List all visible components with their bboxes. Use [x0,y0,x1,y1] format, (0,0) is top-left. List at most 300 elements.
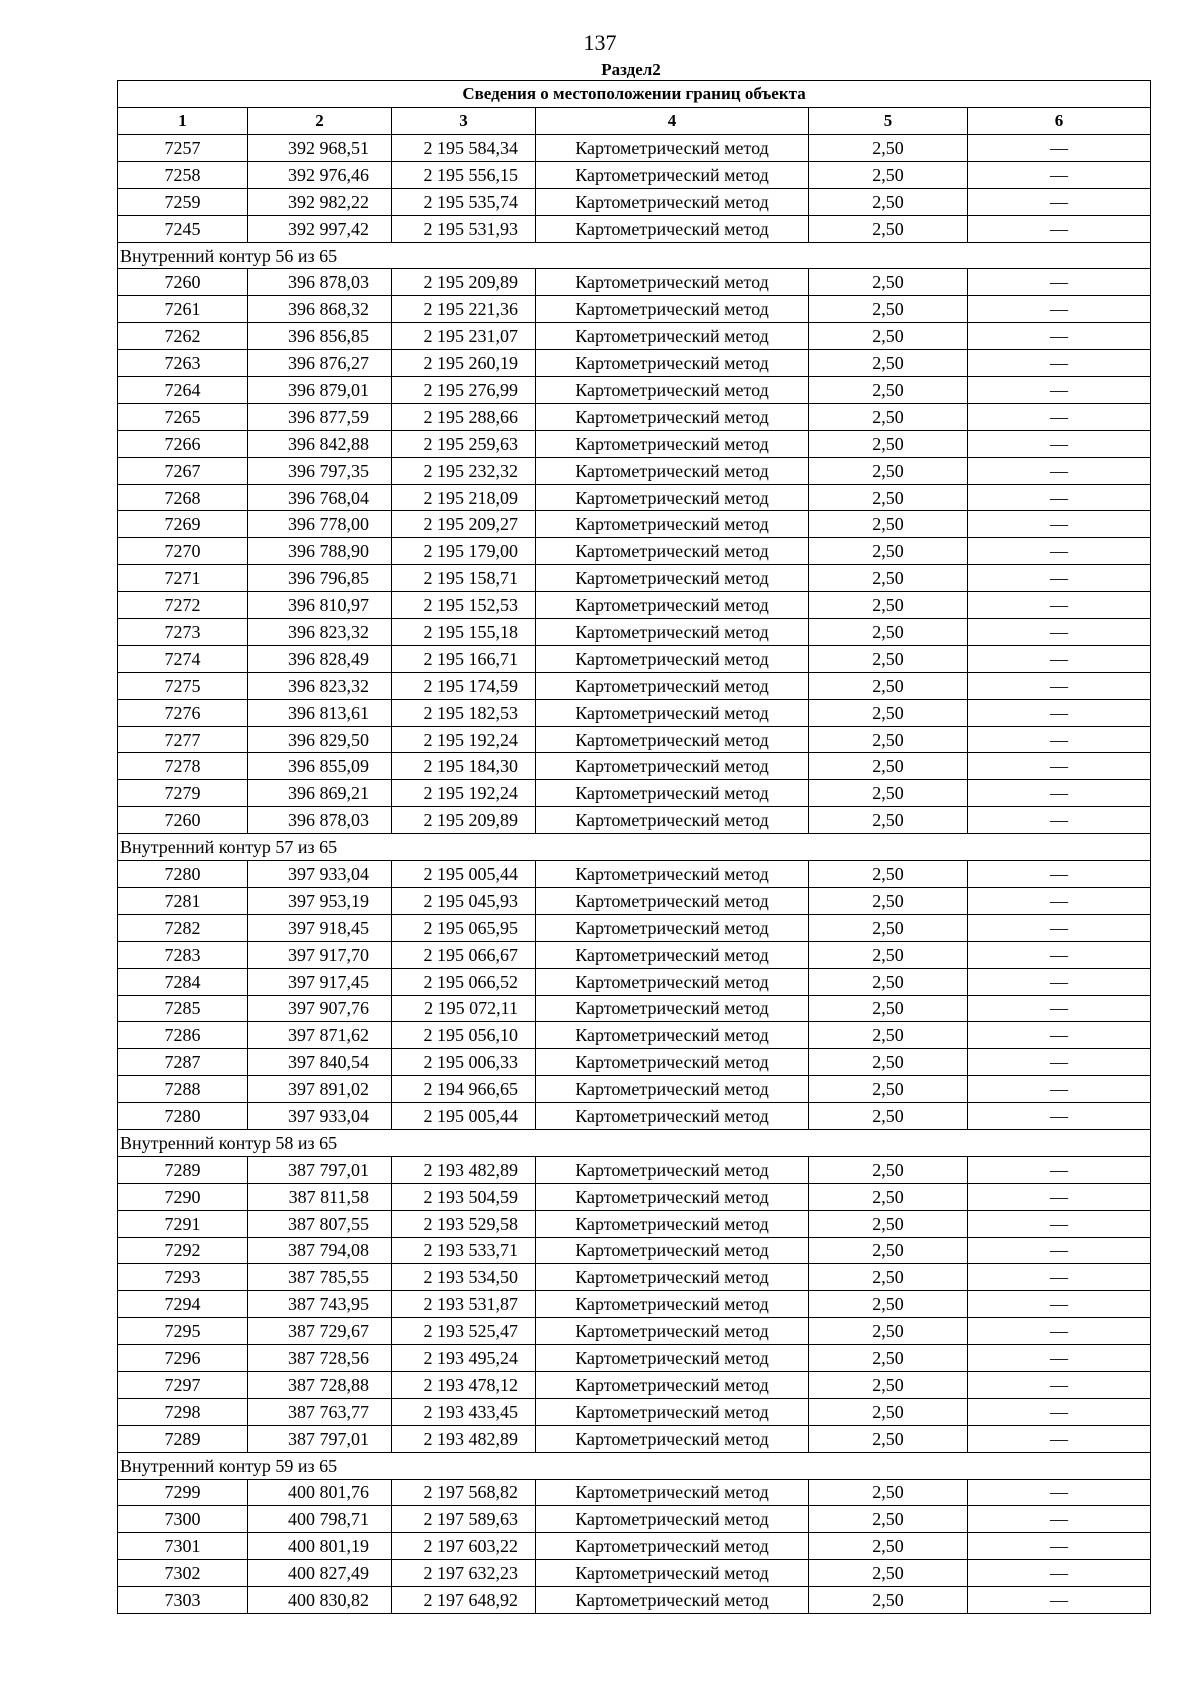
description-cell: — [968,1156,1151,1183]
description-cell: — [968,350,1151,377]
table-row [118,1022,1151,1049]
table-row [118,1049,1151,1076]
description-cell: — [968,1076,1151,1103]
point-number-cell: 7259 [118,188,248,215]
description-cell: — [968,645,1151,672]
x-coordinate-cell: 396 788,90 [248,538,392,565]
description-cell: — [968,323,1151,350]
description-cell: — [968,215,1151,242]
method-cell: Картометрический метод [536,1210,809,1237]
x-coordinate-cell: 397 871,62 [248,1022,392,1049]
table-row [118,430,1151,457]
point-number-cell: 7284 [118,968,248,995]
y-coordinate-cell: 2 195 045,93 [392,887,536,914]
precision-cell: 2,50 [809,511,968,538]
precision-cell: 2,50 [809,1371,968,1398]
x-coordinate-cell: 396 797,35 [248,457,392,484]
point-number-cell: 7257 [118,135,248,162]
method-cell: Картометрический метод [536,323,809,350]
contour-header-row [118,1452,1151,1479]
x-coordinate-cell: 396 869,21 [248,780,392,807]
x-coordinate-cell: 396 768,04 [248,484,392,511]
precision-cell: 2,50 [809,1210,968,1237]
method-cell: Картометрический метод [536,1533,809,1560]
precision-cell: 2,50 [809,430,968,457]
point-number-cell: 7272 [118,592,248,619]
method-cell: Картометрический метод [536,1318,809,1345]
y-coordinate-cell: 2 195 006,33 [392,1049,536,1076]
description-cell: — [968,1533,1151,1560]
point-number-cell: 7291 [118,1210,248,1237]
contour-header-row [118,834,1151,861]
method-cell: Картометрический метод [536,1398,809,1425]
description-cell: — [968,1264,1151,1291]
precision-cell: 2,50 [809,1022,968,1049]
point-number-cell: 7265 [118,403,248,430]
point-number-cell: 7280 [118,861,248,888]
method-cell: Картометрический метод [536,699,809,726]
table-row [118,377,1151,404]
description-cell: — [968,1371,1151,1398]
point-number-cell: 7293 [118,1264,248,1291]
table-row [118,619,1151,646]
point-number-cell: 7289 [118,1425,248,1452]
y-coordinate-cell: 2 195 072,11 [392,995,536,1022]
x-coordinate-cell: 400 798,71 [248,1506,392,1533]
y-coordinate-cell: 2 195 209,89 [392,269,536,296]
description-cell: — [968,592,1151,619]
table-row [118,1156,1151,1183]
point-number-cell: 7273 [118,619,248,646]
precision-cell: 2,50 [809,1156,968,1183]
method-cell: Картометрический метод [536,1479,809,1506]
y-coordinate-cell: 2 197 603,22 [392,1533,536,1560]
table-row [118,1210,1151,1237]
table-row [118,941,1151,968]
precision-cell: 2,50 [809,269,968,296]
y-coordinate-cell: 2 195 066,67 [392,941,536,968]
precision-cell: 2,50 [809,672,968,699]
x-coordinate-cell: 387 728,88 [248,1371,392,1398]
description-cell: — [968,269,1151,296]
description-cell: — [968,565,1151,592]
y-coordinate-cell: 2 195 174,59 [392,672,536,699]
method-cell: Картометрический метод [536,807,809,834]
table-row [118,1425,1151,1452]
method-cell: Картометрический метод [536,645,809,672]
point-number-cell: 7270 [118,538,248,565]
y-coordinate-cell: 2 193 433,45 [392,1398,536,1425]
table-row [118,323,1151,350]
table-row [118,861,1151,888]
precision-cell: 2,50 [809,1264,968,1291]
x-coordinate-cell: 397 891,02 [248,1076,392,1103]
point-number-cell: 7294 [118,1291,248,1318]
precision-cell: 2,50 [809,699,968,726]
precision-cell: 2,50 [809,780,968,807]
y-coordinate-cell: 2 195 584,34 [392,135,536,162]
method-cell: Картометрический метод [536,1560,809,1587]
precision-cell: 2,50 [809,941,968,968]
point-number-cell: 7288 [118,1076,248,1103]
point-number-cell: 7292 [118,1237,248,1264]
precision-cell: 2,50 [809,753,968,780]
method-cell: Картометрический метод [536,135,809,162]
point-number-cell: 7271 [118,565,248,592]
boundary-table [117,80,1151,1614]
method-cell: Картометрический метод [536,457,809,484]
point-number-cell: 7275 [118,672,248,699]
precision-cell: 2,50 [809,377,968,404]
contour-label: Внутренний контур 59 из 65 [118,1452,1151,1479]
table-row [118,1103,1151,1130]
description-cell: — [968,1049,1151,1076]
description-cell: — [968,1479,1151,1506]
precision-cell: 2,50 [809,1398,968,1425]
point-number-cell: 7302 [118,1560,248,1587]
point-number-cell: 7281 [118,887,248,914]
x-coordinate-cell: 387 797,01 [248,1156,392,1183]
precision-cell: 2,50 [809,188,968,215]
x-coordinate-cell: 397 933,04 [248,861,392,888]
y-coordinate-cell: 2 195 182,53 [392,699,536,726]
method-cell: Картометрический метод [536,403,809,430]
method-cell: Картометрический метод [536,430,809,457]
point-number-cell: 7301 [118,1533,248,1560]
point-number-cell: 7287 [118,1049,248,1076]
x-coordinate-cell: 397 917,70 [248,941,392,968]
method-cell: Картометрический метод [536,780,809,807]
x-coordinate-cell: 392 982,22 [248,188,392,215]
method-cell: Картометрический метод [536,1049,809,1076]
point-number-cell: 7285 [118,995,248,1022]
precision-cell: 2,50 [809,1425,968,1452]
y-coordinate-cell: 2 195 005,44 [392,1103,536,1130]
table-row [118,565,1151,592]
description-cell: — [968,1425,1151,1452]
method-cell: Картометрический метод [536,914,809,941]
point-number-cell: 7300 [118,1506,248,1533]
point-number-cell: 7258 [118,161,248,188]
table-row [118,726,1151,753]
y-coordinate-cell: 2 193 529,58 [392,1210,536,1237]
x-coordinate-cell: 396 878,03 [248,807,392,834]
method-cell: Картометрический метод [536,619,809,646]
y-coordinate-cell: 2 195 556,15 [392,161,536,188]
description-cell: — [968,914,1151,941]
x-coordinate-cell: 387 797,01 [248,1425,392,1452]
table-row [118,296,1151,323]
method-cell: Картометрический метод [536,592,809,619]
description-cell: — [968,1210,1151,1237]
point-number-cell: 7282 [118,914,248,941]
method-cell: Картометрический метод [536,1291,809,1318]
point-number-cell: 7260 [118,807,248,834]
table-row [118,1291,1151,1318]
precision-cell: 2,50 [809,1237,968,1264]
y-coordinate-cell: 2 195 158,71 [392,565,536,592]
table-row [118,1318,1151,1345]
x-coordinate-cell: 396 876,27 [248,350,392,377]
point-number-cell: 7296 [118,1345,248,1372]
y-coordinate-cell: 2 195 232,32 [392,457,536,484]
precision-cell: 2,50 [809,1183,968,1210]
method-cell: Картометрический метод [536,1371,809,1398]
x-coordinate-cell: 396 877,59 [248,403,392,430]
description-cell: — [968,995,1151,1022]
method-cell: Картометрический метод [536,1425,809,1452]
table-row [118,188,1151,215]
precision-cell: 2,50 [809,403,968,430]
y-coordinate-cell: 2 197 589,63 [392,1506,536,1533]
point-number-cell: 7290 [118,1183,248,1210]
y-coordinate-cell: 2 195 179,00 [392,538,536,565]
table-row [118,161,1151,188]
precision-cell: 2,50 [809,995,968,1022]
method-cell: Картометрический метод [536,215,809,242]
point-number-cell: 7266 [118,430,248,457]
page-number: 137 [583,30,617,55]
method-cell: Картометрический метод [536,1022,809,1049]
precision-cell: 2,50 [809,1076,968,1103]
method-cell: Картометрический метод [536,350,809,377]
table-row [118,1076,1151,1103]
table-row [118,1587,1151,1614]
table-row [118,269,1151,296]
y-coordinate-cell: 2 195 192,24 [392,780,536,807]
description-cell: — [968,968,1151,995]
description-cell: — [968,161,1151,188]
precision-cell: 2,50 [809,645,968,672]
table-row [118,1264,1151,1291]
table-row [118,1371,1151,1398]
y-coordinate-cell: 2 197 648,92 [392,1587,536,1614]
x-coordinate-cell: 400 830,82 [248,1587,392,1614]
point-number-cell: 7268 [118,484,248,511]
table-row [118,1183,1151,1210]
y-coordinate-cell: 2 195 209,89 [392,807,536,834]
x-coordinate-cell: 397 953,19 [248,887,392,914]
method-cell: Картометрический метод [536,565,809,592]
table-row [118,887,1151,914]
description-cell: — [968,861,1151,888]
contour-label: Внутренний контур 58 из 65 [118,1129,1151,1156]
y-coordinate-cell: 2 195 231,07 [392,323,536,350]
x-coordinate-cell: 387 763,77 [248,1398,392,1425]
x-coordinate-cell: 400 801,19 [248,1533,392,1560]
x-coordinate-cell: 396 855,09 [248,753,392,780]
precision-cell: 2,50 [809,1318,968,1345]
method-cell: Картометрический метод [536,887,809,914]
point-number-cell: 7264 [118,377,248,404]
method-cell: Картометрический метод [536,1345,809,1372]
description-cell: — [968,1183,1151,1210]
precision-cell: 2,50 [809,1587,968,1614]
y-coordinate-cell: 2 195 260,19 [392,350,536,377]
table-row [118,1398,1151,1425]
precision-cell: 2,50 [809,1533,968,1560]
point-number-cell: 7277 [118,726,248,753]
description-cell: — [968,1103,1151,1130]
y-coordinate-cell: 2 195 192,24 [392,726,536,753]
table-row [118,592,1151,619]
y-coordinate-cell: 2 195 056,10 [392,1022,536,1049]
y-coordinate-cell: 2 195 218,09 [392,484,536,511]
contour-label: Внутренний контур 57 из 65 [118,834,1151,861]
y-coordinate-cell: 2 195 535,74 [392,188,536,215]
description-cell: — [968,511,1151,538]
description-cell: — [968,1022,1151,1049]
point-number-cell: 7276 [118,699,248,726]
description-cell: — [968,1560,1151,1587]
precision-cell: 2,50 [809,484,968,511]
x-coordinate-cell: 392 997,42 [248,215,392,242]
method-cell: Картометрический метод [536,377,809,404]
y-coordinate-cell: 2 195 152,53 [392,592,536,619]
method-cell: Картометрический метод [536,1183,809,1210]
x-coordinate-cell: 397 907,76 [248,995,392,1022]
method-cell: Картометрический метод [536,941,809,968]
method-cell: Картометрический метод [536,538,809,565]
method-cell: Картометрический метод [536,861,809,888]
precision-cell: 2,50 [809,1049,968,1076]
table-row [118,484,1151,511]
y-coordinate-cell: 2 193 525,47 [392,1318,536,1345]
y-coordinate-cell: 2 195 184,30 [392,753,536,780]
x-coordinate-cell: 397 933,04 [248,1103,392,1130]
section-title: Раздел2 [601,60,661,79]
precision-cell: 2,50 [809,592,968,619]
x-coordinate-cell: 396 823,32 [248,619,392,646]
y-coordinate-cell: 2 193 531,87 [392,1291,536,1318]
precision-cell: 2,50 [809,1103,968,1130]
y-coordinate-cell: 2 193 482,89 [392,1156,536,1183]
contour-label: Внутренний контур 56 из 65 [118,242,1151,269]
method-cell: Картометрический метод [536,672,809,699]
x-coordinate-cell: 397 918,45 [248,914,392,941]
point-number-cell: 7297 [118,1371,248,1398]
table-row [118,753,1151,780]
method-cell: Картометрический метод [536,1264,809,1291]
point-number-cell: 7283 [118,941,248,968]
table-title: Сведения о местоположении границ объекта [118,81,1151,108]
point-number-cell: 7303 [118,1587,248,1614]
table-title-row [118,81,1151,108]
description-cell: — [968,1398,1151,1425]
precision-cell: 2,50 [809,215,968,242]
y-coordinate-cell: 2 197 568,82 [392,1479,536,1506]
y-coordinate-cell: 2 193 534,50 [392,1264,536,1291]
method-cell: Картометрический метод [536,269,809,296]
table-row [118,215,1151,242]
precision-cell: 2,50 [809,350,968,377]
contour-header-row [118,242,1151,269]
precision-cell: 2,50 [809,538,968,565]
column-header: 2 [248,108,392,135]
precision-cell: 2,50 [809,619,968,646]
x-coordinate-cell: 396 879,01 [248,377,392,404]
x-coordinate-cell: 387 794,08 [248,1237,392,1264]
description-cell: — [968,457,1151,484]
precision-cell: 2,50 [809,296,968,323]
point-number-cell: 7299 [118,1479,248,1506]
table-row [118,914,1151,941]
method-cell: Картометрический метод [536,1237,809,1264]
precision-cell: 2,50 [809,726,968,753]
description-cell: — [968,619,1151,646]
x-coordinate-cell: 392 976,46 [248,161,392,188]
table-row [118,1345,1151,1372]
column-header: 1 [118,108,248,135]
y-coordinate-cell: 2 193 533,71 [392,1237,536,1264]
method-cell: Картометрический метод [536,484,809,511]
point-number-cell: 7245 [118,215,248,242]
x-coordinate-cell: 396 778,00 [248,511,392,538]
x-coordinate-cell: 396 828,49 [248,645,392,672]
description-cell: — [968,1318,1151,1345]
contour-header-row [118,1129,1151,1156]
table-row [118,1237,1151,1264]
column-header: 5 [809,108,968,135]
x-coordinate-cell: 400 827,49 [248,1560,392,1587]
description-cell: — [968,887,1151,914]
description-cell: — [968,1587,1151,1614]
x-coordinate-cell: 396 878,03 [248,269,392,296]
point-number-cell: 7260 [118,269,248,296]
x-coordinate-cell: 387 729,67 [248,1318,392,1345]
table-row [118,807,1151,834]
description-cell: — [968,941,1151,968]
description-cell: — [968,699,1151,726]
point-number-cell: 7278 [118,753,248,780]
x-coordinate-cell: 387 728,56 [248,1345,392,1372]
point-number-cell: 7280 [118,1103,248,1130]
description-cell: — [968,403,1151,430]
point-number-cell: 7286 [118,1022,248,1049]
precision-cell: 2,50 [809,887,968,914]
description-cell: — [968,377,1151,404]
y-coordinate-cell: 2 195 288,66 [392,403,536,430]
method-cell: Картометрический метод [536,968,809,995]
precision-cell: 2,50 [809,323,968,350]
precision-cell: 2,50 [809,135,968,162]
table-row [118,350,1151,377]
y-coordinate-cell: 2 195 209,27 [392,511,536,538]
table-row [118,1506,1151,1533]
y-coordinate-cell: 2 195 066,52 [392,968,536,995]
table-row [118,645,1151,672]
column-header: 4 [536,108,809,135]
method-cell: Картометрический метод [536,995,809,1022]
method-cell: Картометрический метод [536,1103,809,1130]
table-row [118,135,1151,162]
x-coordinate-cell: 396 823,32 [248,672,392,699]
description-cell: — [968,1237,1151,1264]
x-coordinate-cell: 396 842,88 [248,430,392,457]
column-header: 3 [392,108,536,135]
y-coordinate-cell: 2 195 155,18 [392,619,536,646]
method-cell: Картометрический метод [536,1587,809,1614]
point-number-cell: 7263 [118,350,248,377]
method-cell: Картометрический метод [536,726,809,753]
y-coordinate-cell: 2 195 166,71 [392,645,536,672]
x-coordinate-cell: 397 917,45 [248,968,392,995]
precision-cell: 2,50 [809,1479,968,1506]
point-number-cell: 7261 [118,296,248,323]
table-row [118,699,1151,726]
description-cell: — [968,430,1151,457]
method-cell: Картометрический метод [536,161,809,188]
